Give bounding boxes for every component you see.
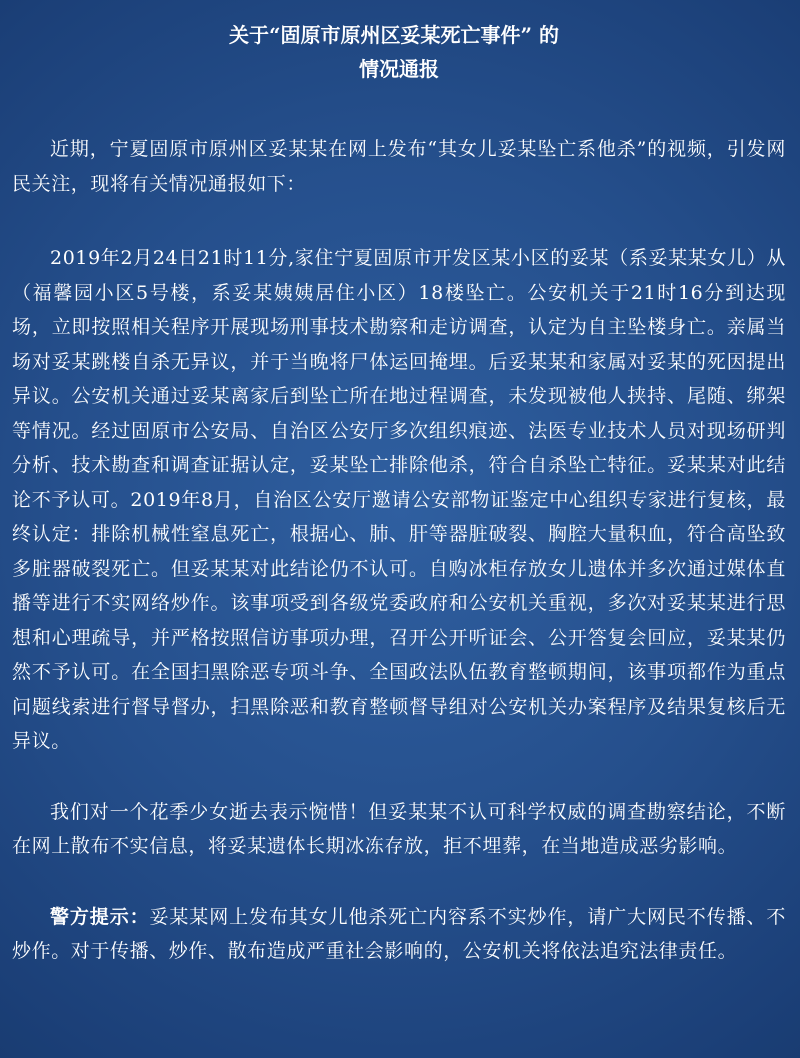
warning-paragraph [12,900,786,969]
regret-paragraph: 我们对一个花季少女逝去表示惋惜！但妥某某不认可科学权威的调查勘察结论，不断在网上散布不实信息，将妥某遗体长期冰冻存放，拒不埋葬，在当地造成恶劣影响。 [12,800,786,857]
notice-title-line1: 关于“固原市原州区妥某死亡事件” 的 [229,23,559,47]
intro-paragraph: 近期，宁夏固原市原州区妥某某在网上发布“其女儿妥某坠亡系他杀”的视频，引发网民关注，现将有关情况通报如下： [12,138,786,195]
warning-label: 警方提示： [50,905,150,928]
notice-title-line2: 情况通报 [359,57,439,81]
details-paragraph: 2019年2月24日21时11分,家住宁夏固原市开发区某小区的妥某（系妥某某女儿）从（福馨园小区5号楼，系妥某姨姨居住小区）18楼坠亡。公安机关于21时16分到达现场，立即按照相关程序开展现场刑事技术勘察和走访调查，认定为自主坠楼身亡。亲属当场对妥某跳楼自杀无异议，并于当晚将尸体运回掩埋。后妥某某和家属对妥某的死因提出异议。公安机关通过妥某离家后到坠亡所在地过程调查，未发现被他人挟持、尾随、绑架等情况。经过固原市公安局、自治区公安厅多次组织痕迹、法医专业技术人员对现场研判分析、技术勘查和调查证据认定，妥某坠亡排除他杀，符合自杀坠亡特征。妥某某对此结论不予认可。2019年8月，自治区公安厅邀请公安部物证鉴定中心组织专家进行复核，最终认定：排除机械性窒息死亡，根据心、肺、肝等器脏破裂、胸腔大量积血，符合高坠致多脏器破裂死亡。但妥某某对此结论仍不认可。自购冰柜存放女儿遗体并多次通过媒体直播等进行不实网络炒作。该事项受到各级党委政府和公安机关重视，多次对妥某某进行思想和心理疏导，并严格按照信访事项办理，召开公开听证会、公开答复会回应，妥某某仍然不予认可。在全国扫黑除恶专项斗争、全国政法队伍教育整顿期间，该事项都作为重点问题线索进行督导督办，扫黑除恶和教育整顿督导组对公安机关办案程序及结果复核后无异议。 [12,247,786,752]
warning-text: 妥某某网上发布其女儿他杀死亡内容系不实炒作，请广大网民不传播、不炒作。对于传播、炒作、散布造成严重社会影响的，公安机关将依法追究法律责任。 [12,905,786,962]
